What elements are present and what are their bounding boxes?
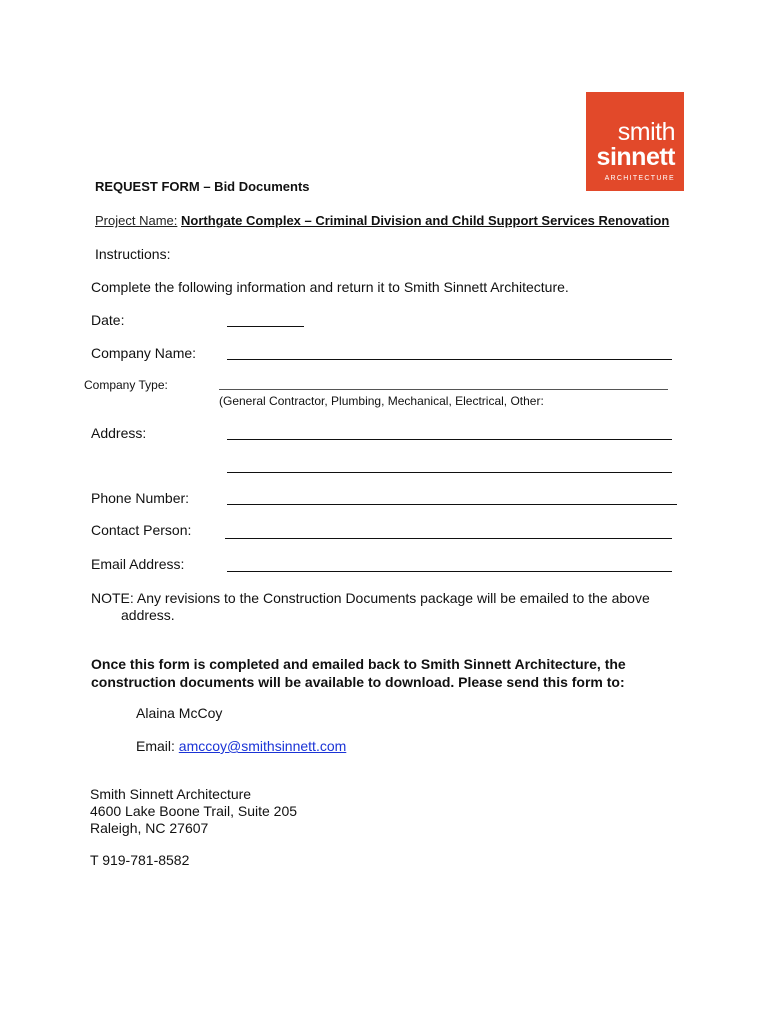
- firm-city: Raleigh, NC 27607: [90, 820, 209, 836]
- firm-name: Smith Sinnett Architecture: [90, 786, 252, 802]
- address-label: Address:: [91, 425, 147, 441]
- firm-street: 4600 Lake Boone Trail, Suite 205: [90, 803, 298, 819]
- logo-text-smith: smith: [617, 118, 675, 146]
- firm-phone: T 919-781-8582: [90, 852, 190, 868]
- company-name-field[interactable]: [227, 359, 672, 360]
- logo-text-architecture: ARCHITECTURE: [604, 175, 675, 182]
- company-name-label: Company Name:: [91, 345, 197, 361]
- contact-email-row: [136, 738, 346, 754]
- project-name-label: Project Name:: [95, 213, 178, 228]
- company-type-hint: (General Contractor, Plumbing, Mechanical, Electrical, Other:: [219, 394, 544, 408]
- company-type-field[interactable]: [219, 389, 668, 390]
- phone-number-field[interactable]: [227, 504, 677, 505]
- instructions-label: Instructions:: [95, 246, 171, 262]
- contact-name: Alaina McCoy: [136, 705, 223, 721]
- company-logo: [586, 92, 684, 191]
- address-field-line1[interactable]: [227, 439, 672, 440]
- email-address-field[interactable]: [227, 571, 672, 572]
- contact-email-label: Email:: [136, 738, 175, 754]
- phone-number-label: Phone Number:: [91, 490, 190, 506]
- completion-instructions: Once this form is completed and emailed back to Smith Sinnett Architecture, the construction documents will be available to download. Please send this form to:: [91, 656, 626, 690]
- project-name-row: [95, 213, 669, 228]
- contact-person-label: Contact Person:: [91, 522, 192, 538]
- revision-note-line2: address.: [121, 607, 175, 623]
- revision-note-line1: NOTE: Any revisions to the Construction Documents package will be emailed to the above: [91, 590, 650, 606]
- company-type-label: Company Type:: [84, 378, 168, 392]
- firm-address-block: [90, 786, 297, 837]
- contact-email-link[interactable]: amccoy@smithsinnett.com: [178, 738, 347, 754]
- contact-person-field[interactable]: [225, 538, 672, 539]
- form-title: REQUEST FORM – Bid Documents: [95, 179, 310, 194]
- project-name-value: Northgate Complex – Criminal Division and Child Support Services Renovation: [181, 213, 670, 228]
- email-address-label: Email Address:: [91, 556, 185, 572]
- address-field-line2[interactable]: [227, 472, 672, 473]
- instructions-text: Complete the following information and return it to Smith Sinnett Architecture.: [91, 279, 569, 295]
- date-field[interactable]: [227, 326, 304, 327]
- logo-text-sinnett: sinnett: [596, 143, 675, 171]
- revision-note: [91, 590, 651, 624]
- date-label: Date:: [91, 312, 125, 328]
